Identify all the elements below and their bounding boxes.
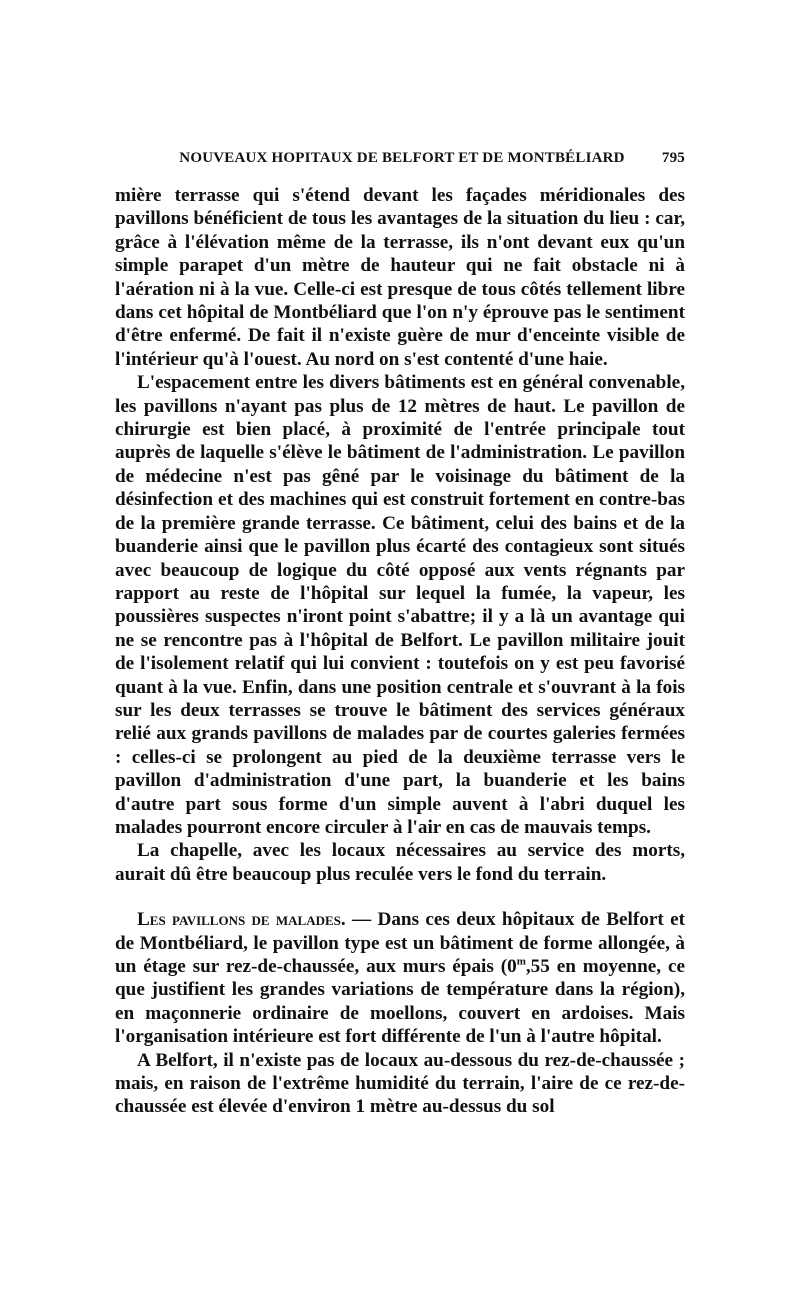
section-heading: Les pavillons de malades. (137, 909, 346, 931)
book-page (115, 150, 685, 1119)
paragraph-continuation: mière terrasse qui s'étend devant les façades méridionales des pavillons bénéficient de tous les avantages de la situation du lieu : car, grâce à l'élévation même de la terrasse, ils n'ont devant eux qu'un simple parapet d'un mètre de hauteur qui ne fait obstacle ni à l'aération ni à la vue. Celle-ci est presque de tous côtés tellement libre dans cet hôpital de Montbéliard que l'on n'y éprouve pas le sentiment d'être enfermé. De fait il n'existe guère de mur d'enceinte visible de l'intérieur qu'à l'ouest. Au nord on s'est contenté d'une haie. (115, 185, 685, 370)
unit-superscript: m (516, 955, 526, 968)
running-head (115, 150, 685, 184)
paragraph-pavillons-text-a: Dans ces deux hôpitaux de Belfort et de Montbéliard, le pavillon type est un bâtiment de forme allongée, à un étage sur rez-de-chaussée, aux murs épais (0 (115, 909, 685, 977)
section-dash: — (345, 909, 378, 931)
paragraph-belfort: A Belfort, il n'existe pas de locaux au-dessous du rez-de-chaussée ; mais, en raison de l'extrême humidité du terrain, l'aire de ce rez-de-chaussée est élevée d'environ 1 mètre au-dessus du sol (115, 1049, 685, 1118)
running-title: NOUVEAUX HOPITAUX DE BELFORT ET DE MONTBÉLIARD (179, 150, 625, 166)
paragraph-pavillons-text-b: ,55 en moyenne, ce que justifient les grandes variations de température dans la région), en maçonnerie ordinaire de moellons, couvert en ardoises. Mais l'organisation intérieure est fort différente de l'un à l'autre hôpital. (115, 956, 685, 1048)
paragraph-spacing: L'espacement entre les divers bâtiments est en général convenable, les pavillons n'ayant pas plus de 12 mètres de haut. Le pavillon de chirurgie est bien placé, à proximité de l'entrée principale tout auprès de laquelle s'élève le bâtiment de l'administration. Le pavillon de médecine n'est pas gêné par le voisinage du bâtiment de la désinfection et des machines qui est construit fortement en contre-bas de la première grande terrasse. Ce bâtiment, celui des bains et de la buanderie ainsi que le pavillon plus écarté des contagieux sont situés avec beaucoup de logique du côté opposé aux vents régnants par rapport au reste de l'hôpital sur lequel la fumée, la vapeur, les poussières suspectes n'iront point s'abattre; il y a là un avantage qui ne se rencontre pas à l'hôpital de Belfort. Le pavillon militaire jouit de l'isolement relatif qui lui convient : toutefois on y est peu favorisé quant à la vue. Enfin, dans une position centrale et s'ouvrant à la fois sur les deux terrasses se trouve le bâtiment des services généraux relié aux grands pavillons de malades par de courtes galeries fermées : celles-ci se prolongent au pied de la deuxième terrasse vers le pavillon d'administration d'une part, la buanderie et les bains d'autre part sous forme d'un simple auvent à l'abri duquel les malades pourront encore circuler à l'air en cas de mauvais temps. (115, 372, 685, 838)
paragraph-chapelle: La chapelle, avec les locaux nécessaires au service des morts, aurait dû être beaucoup plus reculée vers le fond du terrain. (115, 840, 685, 885)
paragraph-pavillons (115, 908, 685, 1048)
page-number: 795 (661, 150, 685, 166)
